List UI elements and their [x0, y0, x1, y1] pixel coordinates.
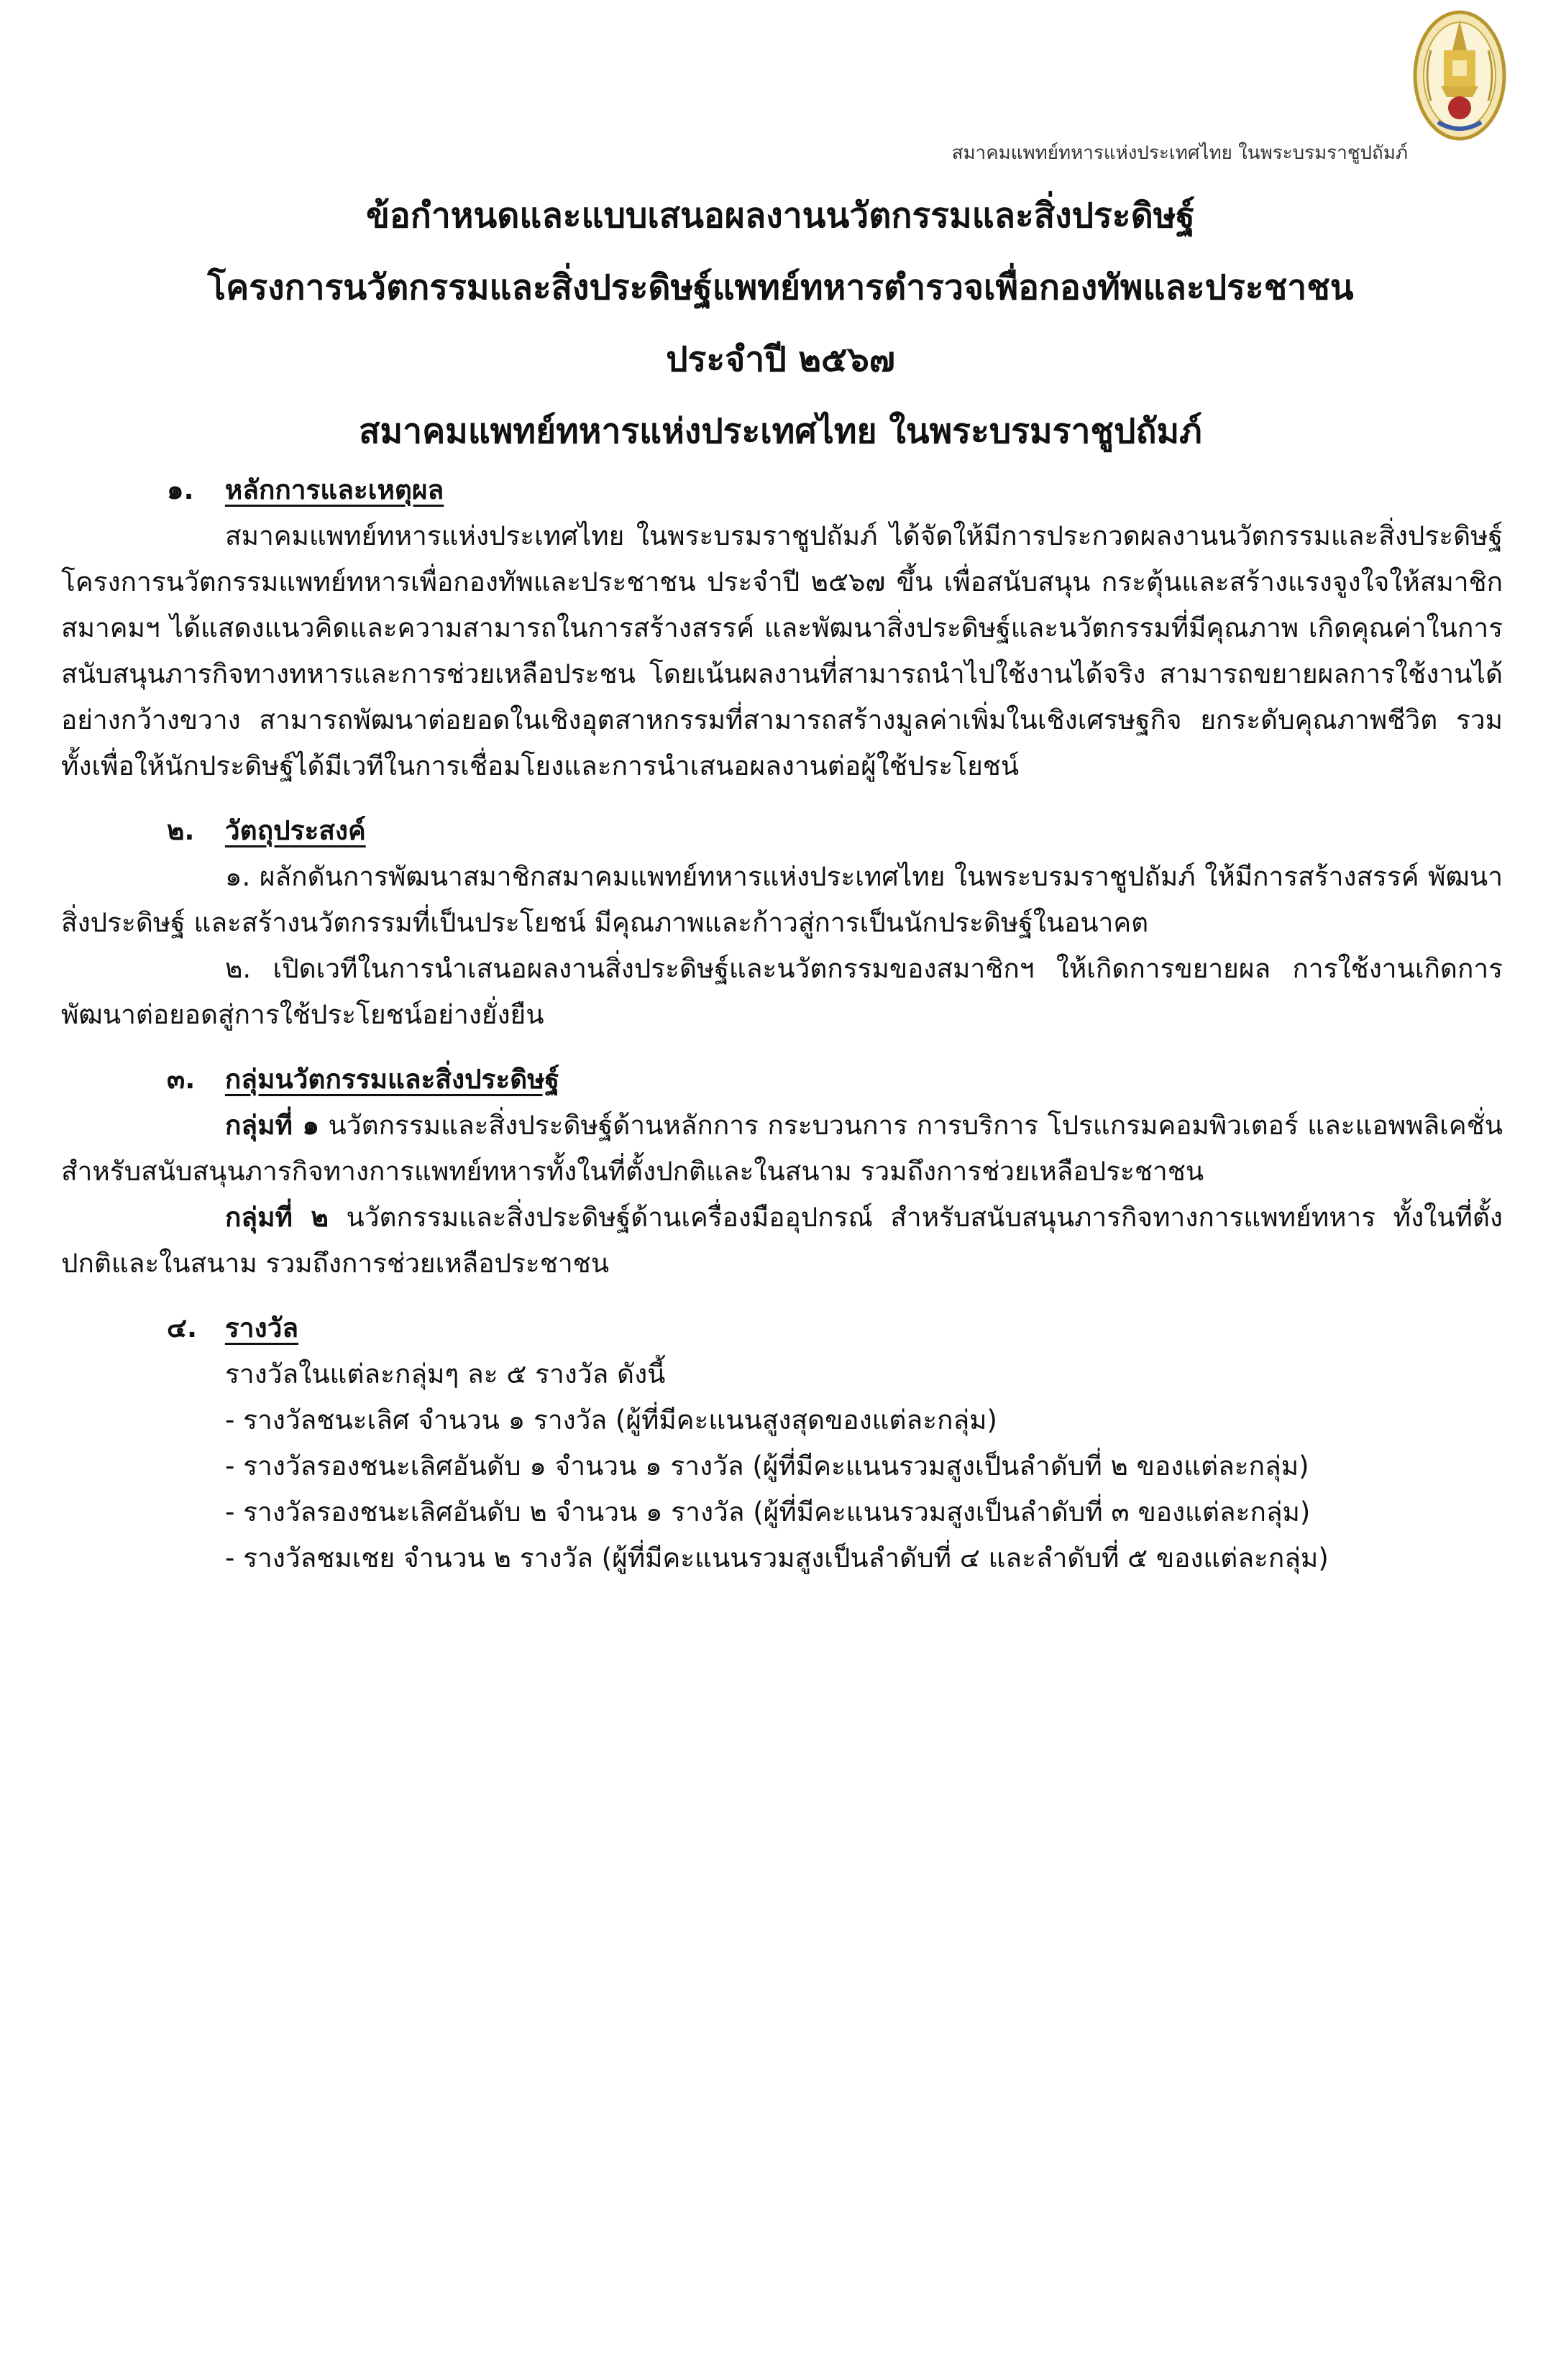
section-paragraph: สมาคมแพทย์ทหารแห่งประเทศไทย ในพระบรมราชูปถัมภ์ ได้จัดให้มีการประกวดผลงานนวัตกรรมและสิ่งประดิษฐ์ โครงการนวัตกรรมแพทย์ทหารเพื่อกองทัพและประชาชน ประจำปี ๒๕๖๗ ขึ้น เพื่อสนับสนุน กระตุ้นและสร้างแรงจูงใจให้สมาชิกสมาคมฯ ได้แสดงแนวคิดและความสามารถในการสร้างสรรค์ และพัฒนาสิ่งประดิษฐ์และนวัตกรรมที่มีคุณภาพ เกิดคุณค่าในการสนับสนุนภารกิจทางทหารและการช่วยเหลือประชน โดยเน้นผลงานที่สามารถนำไปใช้งานได้จริง สามารถขยายผลการใช้งานได้อย่างกว้างขวาง สามารถพัฒนาต่อยอดในเชิงอุตสาหกรรมที่สามารถสร้างมูลค่าเพิ่มในเชิงเศรษฐกิจ ยกระดับคุณภาพชีวิต รวมทั้งเพื่อให้นักประดิษฐ์ได้มีเวทีในการเชื่อมโยงและการนำเสนอผลงานต่อผู้ใช้ประโยชน์: [61, 520, 1503, 781]
section-number: ๔.: [167, 1313, 198, 1343]
title-line-3: ประจำปี ๒๕๖๗: [666, 339, 895, 380]
section-number: ๒.: [167, 815, 195, 846]
section-heading: [167, 467, 1503, 513]
section-heading: [167, 808, 1503, 854]
section-title: หลักการและเหตุผล: [224, 474, 444, 505]
section-awards: [61, 1305, 1503, 1581]
section-objectives: [61, 808, 1503, 1038]
header-org-name: สมาคมแพทย์ทหารแห่งประเทศไทย ในพระบรมราชูปถัมภ์: [951, 142, 1408, 164]
award-item: - รางวัลชมเชย จำนวน ๒ รางวัล (ผู้ที่มีคะแนนรวมสูงเป็นลำดับที่ ๔ และลำดับที่ ๕ ของแต่ละกลุ่ม): [225, 1543, 1329, 1573]
group-text: นวัตกรรมและสิ่งประดิษฐ์ด้านหลักการ กระบวนการ การบริการ โปรแกรมคอมพิวเตอร์ และแอพพลิเคชั่น สำหรับสนับสนุนภารกิจทางการแพทย์ทหารทั้งในที่ตั้งปกติและในสนาม รวมถึงการช่วยเหลือประชาชน: [61, 1110, 1503, 1187]
title-line-2: โครงการนวัตกรรมและสิ่งประดิษฐ์แพทย์ทหารตำรวจเพื่อกองทัพและประชาชน: [207, 267, 1354, 308]
group-label: กลุ่มที่ ๒: [225, 1202, 329, 1233]
award-item: - รางวัลชนะเลิศ จำนวน ๑ รางวัล (ผู้ที่มีคะแนนสูงสุดของแต่ละกลุ่ม): [225, 1405, 997, 1435]
section-rationale: [61, 467, 1503, 789]
association-seal-icon: [1409, 7, 1510, 144]
group-label: กลุ่มที่ ๑: [225, 1110, 319, 1141]
section-title: วัตถุประสงค์: [224, 815, 366, 846]
section-heading: [167, 1305, 1503, 1351]
award-item: - รางวัลรองชนะเลิศอันดับ ๑ จำนวน ๑ รางวัล (ผู้ที่มีคะแนนรวมสูงเป็นลำดับที่ ๒ ของแต่ละกลุ่ม): [225, 1451, 1309, 1481]
section-title: กลุ่มนวัตกรรมและสิ่งประดิษฐ์: [224, 1064, 560, 1095]
document-title: [0, 180, 1561, 467]
section-heading: [167, 1057, 1503, 1103]
objective-item: ๒. เปิดเวทีในการนำเสนอผลงานสิ่งประดิษฐ์และนวัตกรรมของสมาชิกฯ ให้เกิดการขยายผล การใช้งานเกิดการพัฒนาต่อยอดสู่การใช้ประโยชน์อย่างยั่งยืน: [61, 953, 1503, 1030]
section-title: รางวัล: [224, 1313, 299, 1343]
group-item: [61, 1195, 1503, 1287]
objective-item: ๑. ผลักดันการพัฒนาสมาชิกสมาคมแพทย์ทหารแห่งประเทศไทย ในพระบรมราชูปถัมภ์ ให้มีการสร้างสรรค์ พัฒนาสิ่งประดิษฐ์ และสร้างนวัตกรรมที่เป็นประโยชน์ มีคุณภาพและก้าวสู่การเป็นนักประดิษฐ์ในอนาคต: [61, 861, 1503, 938]
awards-intro: รางวัลในแต่ละกลุ่มๆ ละ ๕ รางวัล ดังนี้: [225, 1359, 666, 1389]
section-groups: [61, 1057, 1503, 1287]
section-number: ๓.: [167, 1064, 196, 1095]
section-number: ๑.: [167, 474, 194, 505]
title-line-1: ข้อกำหนดและแบบเสนอผลงานนวัตกรรมและสิ่งประดิษฐ์: [366, 196, 1195, 236]
document-body: [61, 467, 1503, 1600]
group-item: [61, 1103, 1503, 1195]
title-line-4: สมาคมแพทย์ทหารแห่งประเทศไทย ในพระบรมราชูปถัมภ์: [359, 411, 1202, 451]
award-item: - รางวัลรองชนะเลิศอันดับ ๒ จำนวน ๑ รางวัล (ผู้ที่มีคะแนนรวมสูงเป็นลำดับที่ ๓ ของแต่ละกลุ่ม): [225, 1497, 1311, 1527]
group-text: นวัตกรรมและสิ่งประดิษฐ์ด้านเครื่องมืออุปกรณ์ สำหรับสนับสนุนภารกิจทางการแพทย์ทหาร ทั้งในที่ตั้งปกติและในสนาม รวมถึงการช่วยเหลือประชาชน: [61, 1202, 1503, 1279]
